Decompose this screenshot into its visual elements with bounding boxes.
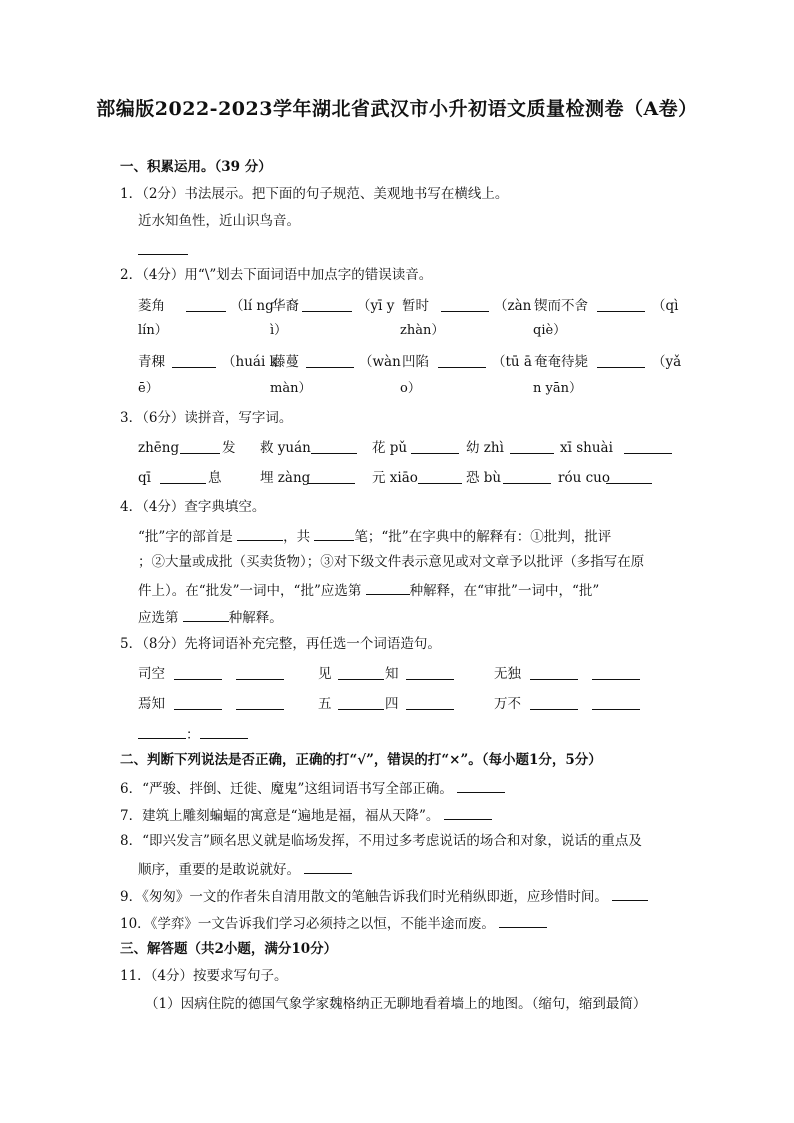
q3-answer-blank[interactable] [180, 439, 220, 459]
q2-pinyin-cont: lín） [138, 323, 168, 338]
q2-pinyin: （yī y [357, 298, 395, 314]
q2-answer-blank[interactable] [438, 353, 486, 373]
question-4-line-3 [138, 580, 599, 600]
q3-answer-blank[interactable] [160, 469, 206, 489]
q3-pinyin: qī [138, 470, 151, 486]
q2-pinyin: （zàn [494, 298, 532, 314]
question-2-stem: 2．（4分）用“\”划去下面词语中加点字的错误读音。 [120, 267, 433, 283]
q2-word: 凹陷 [402, 354, 429, 370]
q2-word: 暂时 [402, 298, 429, 314]
q5-answer-blank[interactable] [530, 695, 578, 715]
q3-pinyin: zhēng [138, 440, 180, 456]
q4-text: “批”字的部首是 [138, 529, 233, 545]
question-8-line-1: 8．“即兴发言”顾名思义就是临场发挥，不用过多考虑说话的场合和对象，说话的重点及 [120, 833, 642, 849]
q10-answer-blank[interactable] [499, 913, 547, 928]
q2-pinyin: （qì [652, 298, 679, 314]
q3-answer-blank[interactable] [510, 439, 554, 459]
question-11-sub-1: （1）因病住院的德国气象学家魏格纳正无聊地看着墙上的地图。（缩句，缩到最简） [145, 996, 647, 1012]
question-4-line-1 [138, 526, 611, 546]
q2-word: 奄奄待毙 [534, 354, 588, 370]
q3-pinyin: róu cuo [558, 470, 610, 486]
question-9 [120, 886, 648, 906]
q2-pinyin-cont: ì） [270, 323, 288, 338]
question-5-stem: 5．（8分）先将词语补充完整，再任选一个词语造句。 [120, 636, 441, 652]
q5-word: 四 [385, 696, 399, 712]
q2-pinyin: （huái k [222, 354, 278, 370]
q2-word: 青稞 [138, 354, 165, 370]
q2-answer-blank[interactable] [306, 353, 354, 373]
q3-answer-blank[interactable] [307, 469, 355, 489]
question-7 [120, 805, 492, 825]
q5-word: 见 [318, 666, 332, 682]
q5-answer-blank[interactable] [236, 695, 284, 715]
q2-answer-blank[interactable] [441, 297, 489, 317]
q5-word: 焉知 [138, 696, 165, 712]
q7-text: 7．建筑上雕刻蝙蝠的寓意是“遍地是福，福从天降”。 [120, 808, 440, 824]
q2-pinyin-cont: màn） [270, 381, 312, 396]
q2-pinyin-cont: ē） [138, 381, 159, 396]
q5-word: 万不 [494, 696, 521, 712]
page-title: 部编版2022-2023学年湖北省武汉市小升初语文质量检测卷（A卷） [96, 98, 698, 120]
question-10 [120, 913, 547, 933]
q3-char: 发 [222, 440, 236, 456]
q2-word: 藤蔓 [272, 354, 299, 370]
q5-answer-blank[interactable] [174, 695, 222, 715]
question-4-stem: 4．（4分）查字典填空。 [120, 499, 266, 515]
q3-answer-blank[interactable] [411, 439, 459, 459]
q3-pinyin: 恐 bù [466, 470, 502, 486]
q9-text: 9．《匆匆》一文的作者朱自清用散文的笔触告诉我们时光稍纵即逝，应珍惜时间。 [120, 889, 608, 905]
q5-word: 知 [385, 666, 399, 682]
q2-pinyin: （tū ā [492, 354, 532, 370]
q5-colon: ： [186, 727, 200, 743]
question-1-answer-line[interactable] [138, 240, 188, 260]
section-heading-2: 二、判断下列说法是否正确，正确的打“√”，错误的打“×”。（每小题1分，5分） [120, 752, 602, 768]
q2-pinyin: （wàn [359, 354, 401, 370]
q10-text: 10．《学弈》一文告诉我们学习必须持之以恒，不能半途而废。 [120, 916, 495, 932]
q5-word: 司空 [138, 666, 165, 682]
q9-answer-blank[interactable] [612, 886, 648, 901]
q2-answer-blank[interactable] [302, 297, 352, 317]
q5-answer-blank[interactable] [338, 695, 384, 715]
q2-pinyin-cont: n yān） [533, 381, 582, 396]
q2-answer-blank[interactable] [172, 353, 216, 373]
q5-answer-blank[interactable] [592, 695, 640, 715]
q5-answer-blank[interactable] [406, 695, 454, 715]
q2-word: 锲而不舍 [534, 298, 588, 314]
q4-answer-blank[interactable] [366, 580, 410, 595]
q5-sentence-line[interactable] [138, 724, 248, 744]
question-11-stem: 11．（4分）按要求写句子。 [120, 968, 288, 984]
question-1-stem: 1．（2分）书法展示。把下面的句子规范、美观地书写在横线上。 [120, 186, 509, 202]
q2-answer-blank[interactable] [186, 297, 226, 317]
q5-answer-blank[interactable] [406, 665, 454, 685]
q8-text: 顺序，重要的是敢说就好。 [138, 862, 300, 878]
q3-answer-blank[interactable] [418, 469, 462, 489]
q6-answer-blank[interactable] [457, 778, 505, 793]
question-1-sentence: 近水知鱼性，近山识鸟音。 [138, 213, 300, 229]
q2-pinyin: （yǎ [652, 354, 682, 370]
q3-pinyin: 埋 zàng [260, 470, 311, 486]
q5-answer-blank[interactable] [174, 665, 222, 685]
q3-answer-blank[interactable] [606, 469, 652, 489]
q8-answer-blank[interactable] [304, 859, 352, 874]
q3-pinyin: 花 pǔ [372, 440, 408, 456]
q2-pinyin: （lí ng [230, 298, 274, 314]
question-4-line-2: ；②大量或成批（买卖货物）；③对下级文件表示意见或对文章予以批评（多指写在原 [138, 554, 645, 570]
q3-pinyin: 幼 zhì [466, 440, 504, 456]
question-4-line-4 [138, 607, 283, 627]
q3-answer-blank[interactable] [624, 439, 672, 459]
section-heading-3: 三、解答题（共2小题，满分10分） [120, 941, 338, 957]
question-8-line-2 [138, 859, 352, 879]
q3-answer-blank[interactable] [311, 439, 357, 459]
q4-text: 种解释。 [228, 610, 283, 626]
q4-answer-blank[interactable] [237, 526, 283, 541]
q5-answer-blank[interactable] [530, 665, 578, 685]
q4-text: 种解释，在“审批”一词中，“批” [409, 583, 600, 599]
q4-answer-blank[interactable] [314, 526, 354, 541]
q2-pinyin-cont: zhàn） [400, 323, 445, 338]
q5-answer-blank[interactable] [236, 665, 284, 685]
q3-pinyin: xī shuài [560, 440, 613, 456]
section-heading-1: 一、积累运用。（39 分） [120, 159, 272, 175]
q4-text: 件上）。在“批发”一词中，“批”应选第 [138, 583, 362, 599]
q4-text: 应选第 [138, 610, 179, 626]
q5-answer-blank[interactable] [138, 724, 186, 739]
q2-word: 菱角 [138, 298, 165, 314]
question-3-stem: 3．（6分）读拼音，写字词。 [120, 410, 293, 426]
q2-pinyin-cont: o） [400, 381, 421, 396]
q3-answer-blank[interactable] [503, 469, 551, 489]
q3-pinyin: 元 xiāo [372, 470, 418, 486]
q6-text: 6．“严骏、拌倒、迁徙、魔鬼”这组词语书写全部正确。 [120, 781, 453, 797]
q5-word: 无独 [494, 666, 521, 682]
q2-answer-blank[interactable] [597, 297, 645, 317]
q5-answer-blank[interactable] [200, 724, 248, 739]
q2-pinyin-cont: qiè） [533, 323, 567, 338]
q5-answer-blank[interactable] [592, 665, 640, 685]
q5-word: 五 [318, 696, 332, 712]
q5-answer-blank[interactable] [338, 665, 384, 685]
q4-text: ，共 [283, 529, 311, 545]
q3-pinyin: 救 yuán [260, 440, 311, 456]
q3-char: 息 [208, 470, 222, 486]
q2-answer-blank[interactable] [597, 353, 645, 373]
question-6 [120, 778, 505, 798]
q7-answer-blank[interactable] [444, 805, 492, 820]
q4-answer-blank[interactable] [183, 607, 229, 622]
q2-word: 华裔 [272, 298, 299, 314]
q4-text: 笔；“批”在字典中的解释有：①批判，批评 [354, 529, 612, 545]
